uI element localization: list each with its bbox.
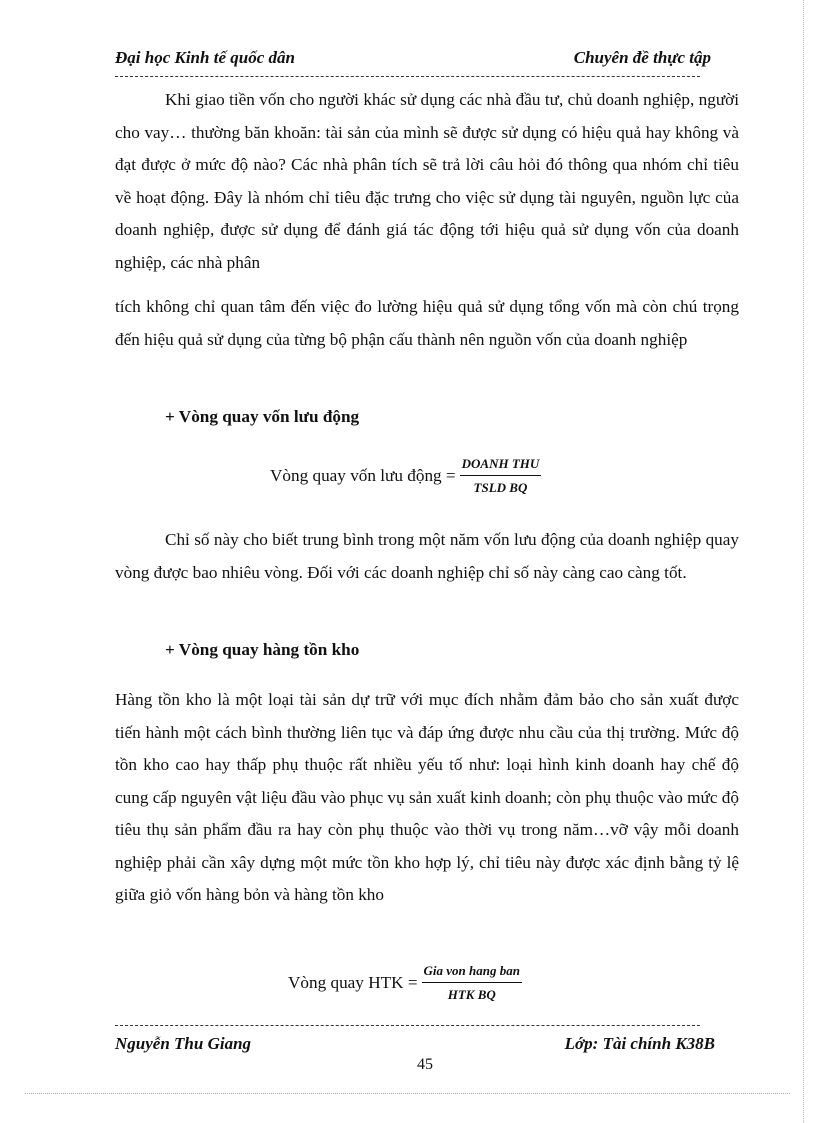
formula-denominator: TSLD BQ <box>473 480 528 495</box>
formula-fraction <box>460 456 542 496</box>
footer-class: Lớp: Tài chính K38B <box>564 1034 715 1053</box>
footer-author: Nguyễn Thu Giang <box>115 1034 252 1053</box>
header-document-type: Chuyên đề thực tập <box>573 48 711 67</box>
page-number: 45 <box>417 1056 433 1073</box>
page-header <box>115 48 715 70</box>
paragraph-ratio-explanation <box>115 524 739 589</box>
formula-denominator: HTK BQ <box>447 987 496 1002</box>
heading-inventory-turnover: + Vòng quay hàng tồn kho <box>165 640 360 659</box>
formula-lhs: Vòng quay HTK = <box>288 973 418 992</box>
paragraph-text: Khi giao tiền vốn cho người khác sử dụng các nhà đầu tư, chủ doanh nghiệp, người cho vay… thường băn khoăn: tài sản của mình sẽ được sử dụng có hiệu quả hay không và đạt được ở mức độ nào? Các nhà phân tích sẽ trả lời câu hỏi đó thông qua nhóm chỉ tiêu về hoạt động. Đây là nhóm chỉ tiêu đặc trưng cho việc sử dụng tài nguyên, nguồn lực của doanh nghiệp, được sử dụng để đánh giá tác động tới hiệu quả sử dụng vốn của doanh nghiệp, các nhà phân <box>115 90 739 272</box>
footer-divider <box>115 1025 700 1026</box>
paragraph-activity-ratios <box>115 84 739 279</box>
formula-fraction <box>422 963 522 1003</box>
page-bottom-border <box>25 1093 790 1094</box>
header-university: Đại học Kinh tế quốc dân <box>115 48 295 67</box>
paragraph-text: Hàng tồn kho là một loại tài sản dự trữ với mục đích nhằm đảm bảo cho sản xuất được tiến hành một cách bình thường liên tục và đáp ứng được nhu cầu của thị trường. Mức độ tồn kho cao hay thấp phụ thuộc rất nhiều yếu tố như: loại hình kinh doanh hay chế độ cung cấp nguyên vật liệu đầu vào phục vụ sản xuất kinh doanh; còn phụ thuộc vào mức độ tiêu thụ sản phẩm đầu ra hay còn phụ thuộc vào thời vụ trong năm…vỡ vậy mỗi doanh nghiệp phải cần xây dựng một mức tồn kho hợp lý, chỉ tiêu này được xác định bằng tỷ lệ giữa giỏ vốn hàng bỏn và hàng tồn kho <box>115 690 739 904</box>
header-divider <box>115 76 700 77</box>
formula-lhs: Vòng quay vốn lưu động = <box>270 466 456 485</box>
formula-inventory-turnover <box>288 963 522 1003</box>
paragraph-text: Chỉ số này cho biết trung bình trong một năm vốn lưu động của doanh nghiệp quay vòng được bao nhiêu vòng. Đối với các doanh nghiệp chỉ số này càng cao càng tốt. <box>115 530 739 582</box>
page-footer <box>115 1034 715 1056</box>
paragraph-text: tích không chỉ quan tâm đến việc đo lường hiệu quả sử dụng tổng vốn mà còn chú trọng đến hiệu quả sử dụng của từng bộ phận cấu thành nên nguồn vốn của doanh nghiệp <box>115 297 739 349</box>
paragraph-inventory <box>115 684 739 912</box>
paragraph-activity-ratios-continued <box>115 291 739 356</box>
page-right-border <box>803 0 804 1123</box>
formula-numerator: DOANH THU <box>460 456 542 476</box>
formula-numerator: Gia von hang ban <box>422 963 522 983</box>
heading-working-capital-turnover: + Vòng quay vốn lưu động <box>165 407 360 426</box>
formula-working-capital-turnover <box>270 456 541 496</box>
